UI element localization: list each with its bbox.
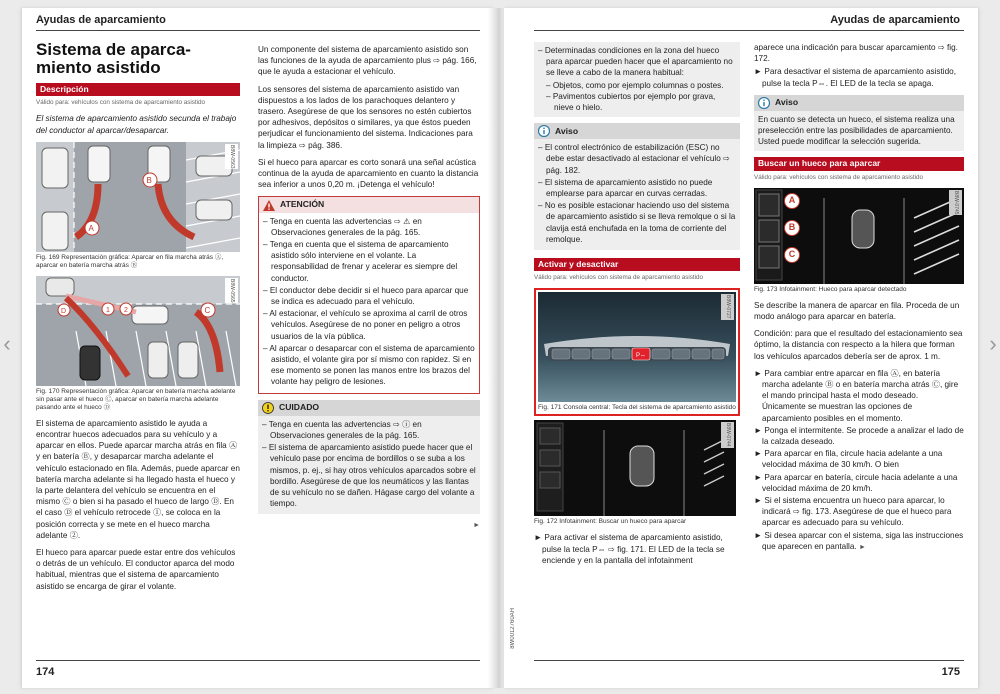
notice-title: Aviso	[775, 97, 799, 108]
instruction-step: ► Para cambiar entre aparcar en fila Ⓐ, en batería marcha adelante Ⓑ o en batería marcha atrás Ⓒ, gire el mando principal hasta el modo deseado. Únicamente se muestran las opciones de aparcamiento posibles en el momento.	[754, 368, 959, 423]
figure-171	[538, 292, 736, 402]
intro-text: El sistema de aparcamiento asistido secunda el trabajo del conductor al aparcar/desaparcar.	[36, 114, 237, 135]
instruction-step: ► Ponga el intermitente. Se procede a analizar el lado de la calzada deseado.	[754, 425, 964, 447]
figure-code: B8W-0744	[721, 422, 734, 448]
notice-box-header	[534, 123, 740, 139]
conditions-item: – Determinadas condiciones en la zona del hueco para aparcar pueden hacer que el aparcamiento no se lleve a cabo de la manera habitual:	[538, 46, 733, 78]
running-header: Ayudas de aparcamiento	[830, 14, 960, 26]
callout-c: C	[784, 247, 800, 263]
description-heading: Descripción	[36, 83, 240, 96]
warning-triangle-icon	[263, 200, 275, 211]
figure-169	[36, 142, 240, 252]
body-paragraph: Un componente del sistema de aparcamiento asistido son las funciones de la ayuda de aparcamiento plus ⇨ pág. 166, que le ayuda a estacionar el vehículo.	[258, 45, 477, 77]
svg-text:D: D	[61, 307, 67, 315]
figure-170	[36, 276, 240, 386]
figure-171-caption: Fig. 171 Consola central: Tecla del sistema de aparcamiento asistido	[538, 404, 736, 412]
figure-171-highlight	[534, 288, 740, 416]
continue-arrow-icon: ►	[858, 543, 866, 551]
right-column-1	[534, 42, 740, 567]
page-number: 174	[36, 666, 55, 678]
left-page	[22, 8, 494, 688]
document-code: 8W0012760AH	[510, 608, 516, 649]
caution-item: – El sistema de aparcamiento asistido puede hacer que el vehículo pase por encima de bordillos o se suba a los mismos, p. ej., si hay otros vehículos aparcados sobre el bordillo. Asegúrese de que los neumáticos y las llantas de su vehículo no se dañen. Hágase cargo del volante a tiempo.	[262, 443, 476, 509]
center-console-image	[538, 292, 736, 402]
svg-text:A: A	[88, 223, 94, 233]
warning-item: – Al estacionar, el vehículo se aproxima al carril de otros vehículos. Asegúrese de no poner en peligro a otros usuarios de la vía pública.	[263, 309, 468, 341]
body-paragraph: Condición: para que el resultado del estacionamiento sea óptimo, la distancia con respecto a la hilera que forman los vehículos aparcados debería ser de aprox. 1 m.	[754, 329, 963, 361]
info-icon	[538, 125, 550, 137]
next-page-arrow-icon[interactable]: ›	[989, 331, 997, 356]
instruction-step: ► Si desea aparcar con el sistema, siga las instrucciones que aparecen en pantalla. ►	[754, 530, 964, 551]
body-paragraph: El sistema de aparcamiento asistido le ayuda a encontrar huecos adecuados para su vehículo y a aparcar en ellos. Puede aparcar marcha atrás en fila Ⓐ y en batería Ⓑ, y desaparcar marcha adelante el vehículo estacionado en fila. Además, puede aparcar en batería marcha adelante si ha llegado hasta el hueco y la parte delantera del vehículo se encuentra en el mismo Ⓒ o bien si ha pasado el hueco de largo Ⓓ. En el caso Ⓓ el vehículo retrocede ①, se coloca en la posición correcta y se mete en el hueco marcha adelante ②.	[36, 418, 240, 540]
left-column-1	[36, 41, 240, 598]
notice-body	[534, 139, 740, 250]
footer-rule	[36, 660, 480, 661]
header-rule	[36, 30, 480, 31]
conditions-body	[534, 42, 740, 117]
warning-item: – Tenga en cuenta las advertencias ⇨ ⚠ en Observaciones generales de la pág. 165.	[263, 216, 422, 237]
previous-page-arrow-icon[interactable]: ‹	[3, 331, 11, 356]
validity-note: Válido para: vehículos con sistema de aparcamiento asistido	[36, 99, 206, 107]
figure-173-caption: Fig. 173 Infotainment: Hueco para aparcar detectado	[754, 285, 907, 293]
caution-body	[258, 416, 480, 515]
warning-body	[259, 213, 479, 393]
svg-text:C: C	[204, 305, 211, 315]
search-heading: Buscar un hueco para aparcar	[754, 157, 964, 170]
notice-box-2	[754, 95, 964, 152]
conditions-subitem: – Objetos, como por ejemplo columnas o postes.	[546, 80, 724, 90]
body-paragraph: El hueco para aparcar puede estar entre dos vehículos o detrás de un vehículo. El conductor aparca del modo habitual, mientras que el sistema de aparcamiento asistido se encarga de girar el volante.	[36, 548, 236, 591]
figure-code: B8W-0565	[225, 278, 238, 304]
callout-a: A	[784, 193, 800, 209]
warning-item: – Tenga en cuenta que el sistema de aparcamiento asistido sólo interviene en el volante. La responsabilidad de frenar y acelerar es siempre del conductor.	[263, 240, 458, 283]
left-column-2	[258, 44, 480, 532]
figure-169-caption: Fig. 169 Representación gráfica: Aparcar en fila marcha atrás Ⓐ, aparcar en batería marcha atrás Ⓑ	[36, 253, 224, 269]
running-header: Ayudas de aparcamiento	[36, 14, 166, 26]
svg-text:B: B	[146, 175, 152, 185]
parking-diagram-169	[36, 142, 240, 252]
title-line-1: Sistema de aparca-	[36, 40, 191, 59]
section-title	[36, 41, 240, 77]
page-number: 175	[941, 666, 960, 678]
notice-body: En cuanto se detecta un hueco, el sistema realiza una preselección entre las posibilidades de aparcamiento. Usted puede modificar la selección sugerida.	[758, 114, 955, 147]
title-line-2: miento asistido	[36, 58, 161, 77]
validity-note: Válido para: vehículos con sistema de aparcamiento asistido	[534, 274, 704, 282]
conditions-subitem: – Pavimentos cubiertos por ejemplo por grava, nieve o hielo.	[546, 91, 716, 113]
right-column-2	[754, 42, 964, 554]
figure-code: B8W-0563	[225, 144, 238, 170]
body-paragraph: Si el hueco para aparcar es corto sonará una señal acústica continua de la ayuda de aparcamiento en cuanto la distancia sea inferior a unos 0,20 m. ¡Detenga el vehículo!	[258, 157, 479, 190]
figure-code: B8W-0727	[721, 294, 734, 320]
header-rule	[534, 30, 964, 31]
svg-text:2: 2	[124, 306, 128, 314]
svg-text:P⇔: P⇔	[636, 353, 647, 360]
instruction-step: ► Si el sistema encuentra un hueco para aparcar, lo indicará ⇨ fig. 173. Asegúrese de que el hueco para aparcar es adecuado para su vehículo.	[754, 496, 952, 528]
notice-item: – No es posible estacionar haciendo uso del sistema de aparcamiento asistido si se lleva remolque o si la clavija está enchufada en la toma de corriente del remolque.	[538, 201, 736, 244]
figure-code: B8W-0745	[949, 190, 962, 216]
figure-173	[754, 188, 964, 284]
instruction-step: ► Para activar el sistema de aparcamiento asistido, pulse la tecla P⇔ ⇨ fig. 171. El LED de la tecla se enciende y en la pantalla del infotainment	[534, 533, 725, 565]
notice-box-header	[754, 95, 964, 111]
activate-heading: Activar y desactivar	[534, 258, 740, 271]
instruction-step: ► Para aparcar en fila, circule hacia adelante a una velocidad máxima de 30 km/h. O bien	[754, 449, 943, 470]
instruction-step: ► Para aparcar en batería, circule hacia adelante a una velocidad máxima de 20 km/h.	[754, 472, 958, 493]
warning-item: – El conductor debe decidir si el hueco para aparcar que se indica es adecuado para el vehículo.	[263, 285, 469, 307]
notice-item: – El control electrónico de estabilización (ESC) no debe estar desactivado al estacionar el vehículo ⇨ pág. 182.	[538, 143, 730, 175]
body-paragraph: Se describe la manera de aparcar en fila. Proceda de un modo análogo para aparcar en batería.	[754, 300, 960, 322]
figure-172	[534, 420, 736, 516]
notice-item: – El sistema de aparcamiento asistido no puede emplearse para aparcar en curvas cerradas.	[538, 177, 713, 199]
body-paragraph: Los sensores del sistema de aparcamiento asistido van dispuestos a los lados de los parachoques delantero y trasero. Asegúrese de que los sensores no estén cubiertos por adhesivos, depósitos o similares, ya que éstos pueden perjudicar el funcionamiento del sistema. Indicaciones para la limpieza ⇨ pág. 386.	[258, 84, 473, 150]
continue-arrow-icon: ►	[473, 522, 480, 530]
validity-note: Válido para: vehículos con sistema de aparcamiento asistido	[754, 173, 924, 181]
notice-box	[534, 123, 740, 250]
instruction-step: ► Para desactivar el sistema de aparcamiento asistido, pulse la tecla P⇔. El LED de la tecla se apaga.	[754, 67, 956, 88]
figure-172-caption: Fig. 172 Infotainment: Buscar un hueco para aparcar	[534, 518, 687, 526]
notice-title: Aviso	[555, 125, 579, 136]
callout-b: B	[784, 220, 800, 236]
warning-box-header	[259, 197, 479, 212]
parking-diagram-170	[36, 276, 240, 386]
caution-item: – Tenga en cuenta las advertencias ⇨ ⓘ en Observaciones generales de la pág. 165.	[262, 419, 422, 440]
body-paragraph: aparece una indicación para buscar aparcamiento ⇨ fig. 172.	[754, 43, 958, 64]
warning-title: ATENCIÓN	[280, 199, 325, 210]
svg-text:1: 1	[106, 306, 110, 314]
caution-icon	[262, 402, 274, 414]
infotainment-search-image	[534, 420, 736, 516]
caution-title: CUIDADO	[279, 402, 320, 413]
warning-box	[258, 196, 480, 393]
footer-rule	[534, 660, 964, 661]
info-icon	[758, 97, 770, 109]
conditions-box	[534, 42, 740, 117]
right-page	[504, 8, 978, 688]
caution-box-header	[258, 400, 480, 416]
figure-170-caption: Fig. 170 Representación gráfica: Aparcar en batería marcha adelante sin pasar ante el hueco Ⓒ, aparcar en batería marcha adelante pasando ante el hueco Ⓓ	[36, 387, 236, 411]
warning-item: – Al aparcar o desaparcar con el sistema de aparcamiento asistido, el volante gira por sí mismo con rapidez. Si en ese momento se ponen las manos entre los brazos del volante hay peligro de lesiones.	[263, 343, 475, 387]
caution-box	[258, 400, 480, 515]
